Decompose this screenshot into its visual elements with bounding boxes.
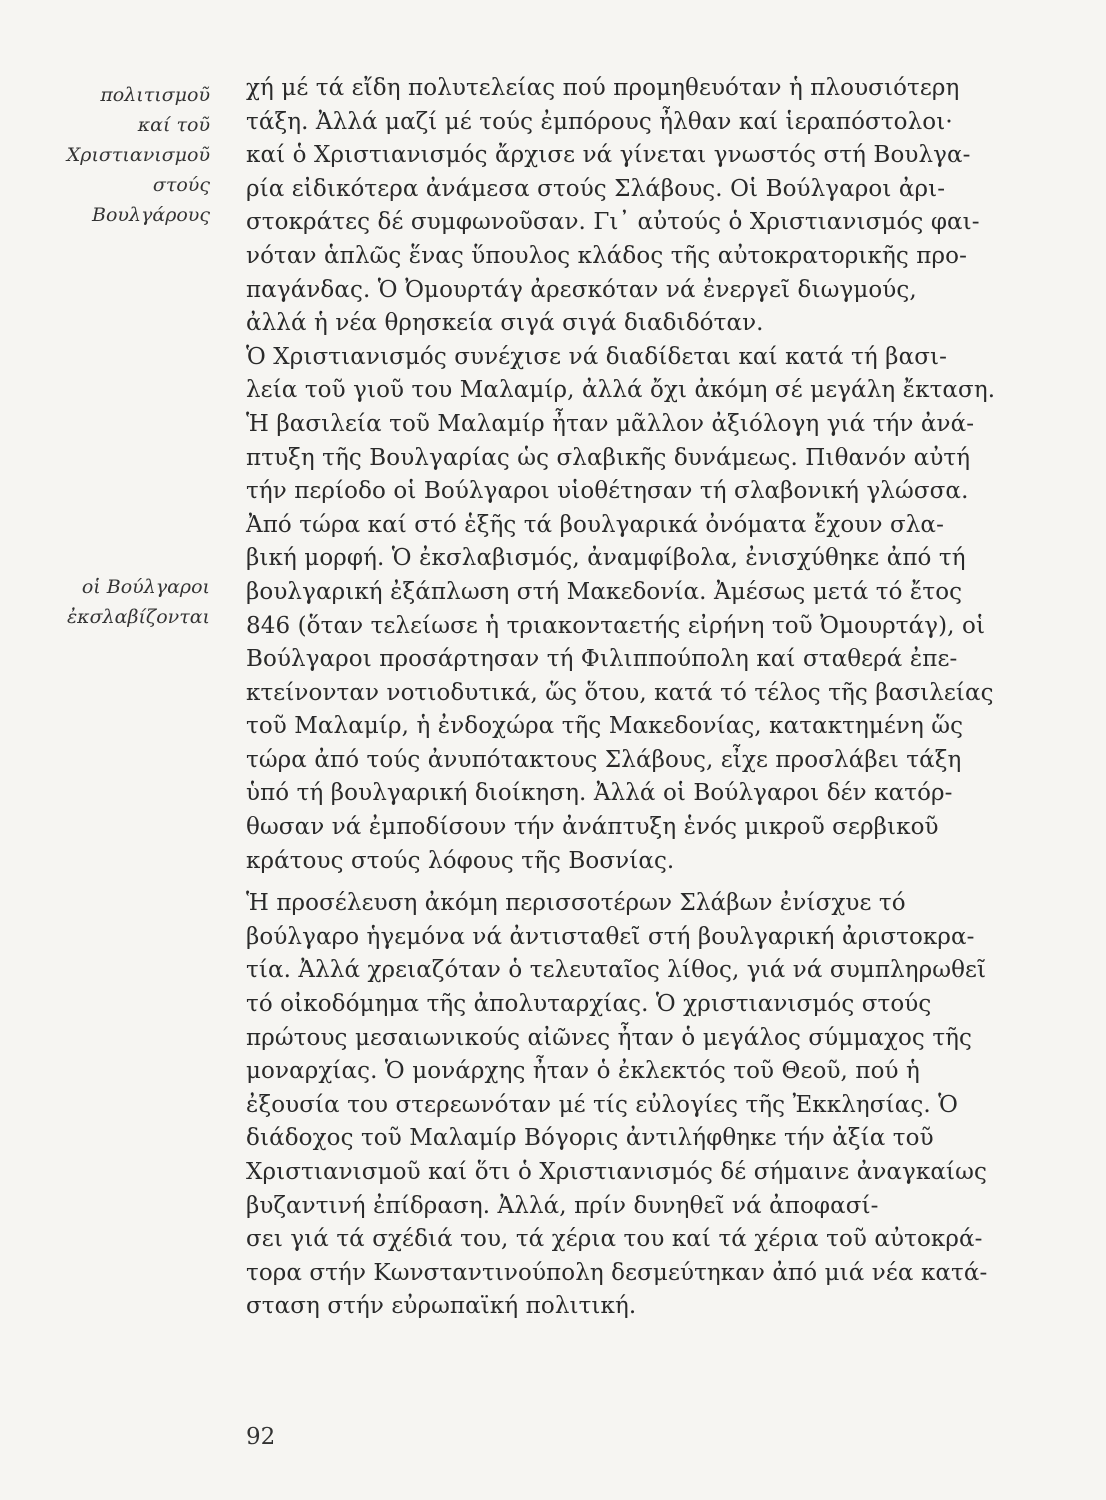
paragraph-3 [246,887,1030,1324]
page-number: 92 [246,1424,276,1450]
text-line: Ὁ Χριστιανισμός συνέχισε νά διαδίδεται καί κατά τή βασι- [246,343,947,370]
text-line: τάξη. Ἀλλά μαζί μέ τούς ἐμπόρους ἦλθαν καί ἱεραπόστολοι· [246,108,953,135]
text-line: τήν περίοδο οἱ Βούλγαροι υἱοθέτησαν τή σλαβονική γλώσσα. [246,478,969,505]
text-line: κτείνονταν νοτιοδυτικά, ὥς ὅτου, κατά τό τέλος τῆς βασιλείας [246,679,994,706]
text-line: σει γιά τά σχέδιά του, τά χέρια του καί τά χέρια τοῦ αὐτοκρά- [246,1226,983,1253]
text-line: καί ὁ Χριστιανισμός ἄρχισε νά γίνεται γνωστός στή Βουλγα- [246,142,971,169]
text-line: Ἡ βασιλεία τοῦ Μαλαμίρ ἦταν μᾶλλον ἀξιόλογη γιά τήν ἀνά- [246,410,975,437]
text-line: τία. Ἀλλά χρειαζόταν ὁ τελευταῖος λίθος, γιά νά συμπληρωθεῖ [246,957,987,984]
text-line: ἐξουσία του στερεωνόταν μέ τίς εὐλογίες τῆς Ἐκκλησίας. Ὁ [246,1091,959,1118]
text-line: Ἀπό τώρα καί στό ἑξῆς τά βουλγαρικά ὀνόματα ἔχουν σλα- [246,511,944,538]
text-line: διάδοχος τοῦ Μαλαμίρ Βόγορις ἀντιλήφθηκε τήν ἀξία τοῦ [246,1125,934,1152]
main-text [246,72,1030,1324]
margin-note-line: ἐκσλαβίζονται [66,606,210,628]
text-line: νόταν ἁπλῶς ἕνας ὕπουλος κλάδος τῆς αὐτοκρατορικῆς προ- [246,242,967,269]
text-line: κράτους στούς λόφους τῆς Βοσνίας. [246,847,675,874]
text-line: θωσαν νά ἐμποδίσουν τήν ἀνάπτυξη ἑνός μικροῦ σερβικοῦ [246,814,939,841]
margin-note-line: οἱ Βούλγαροι [81,576,210,598]
text-line: σταση στήν εὐρωπαϊκή πολιτική. [246,1293,637,1320]
text-line: πρώτους μεσαιωνικούς αἰῶνες ἦταν ὁ μεγάλος σύμμαχος τῆς [246,1024,973,1051]
paragraph-1 [246,72,1030,341]
text-line: βυζαντινή ἐπίδραση. Ἀλλά, πρίν δυνηθεῖ νά ἀποφασί- [246,1192,879,1219]
text-line: ὑπό τή βουλγαρική διοίκηση. Ἀλλά οἱ Βούλγαροι δέν κατόρ- [246,780,953,807]
text-line: ρία εἰδικότερα ἀνάμεσα στούς Σλάβους. Οἱ Βούλγαροι ἀρι- [246,175,946,202]
text-line: τώρα ἀπό τούς ἀνυπότακτους Σλάβους, εἶχε προσλάβει τάξη [246,746,962,773]
text-line: μοναρχίας. Ὁ μονάρχης ἦταν ὁ ἐκλεκτός τοῦ Θεοῦ, πού ἡ [246,1058,920,1085]
text-line: βική μορφή. Ὁ ἐκσλαβισμός, ἀναμφίβολα, ἐνισχύθηκε ἀπό τή [246,545,966,572]
text-line: στοκράτες δέ συμφωνοῦσαν. Γι᾽ αὐτούς ὁ Χριστιανισμός φαι- [246,209,980,236]
text-line: τορα στήν Κωνσταντινούπολη δεσμεύτηκαν ἀπό μιά νέα κατά- [246,1259,988,1286]
text-line: τοῦ Μαλαμίρ, ἡ ἐνδοχώρα τῆς Μακεδονίας, κατακτημένη ὥς [246,713,964,740]
text-line: Βούλγαροι προσάρτησαν τή Φιλιππούπολη καί σταθερά ἐπε- [246,646,958,673]
text-line: λεία τοῦ γιοῦ του Μαλαμίρ, ἀλλά ὄχι ἀκόμη σέ μεγάλη ἔκταση. [246,377,996,404]
margin-note-christianity [5,80,210,230]
margin-note-line: Βουλγάρους [92,204,210,226]
text-line: πτυξη τῆς Βουλγαρίας ὡς σλαβικῆς δυνάμεως. Πιθανόν αὐτή [246,444,971,471]
text-line: παγάνδας. Ὁ Ὀμουρτάγ ἀρεσκόταν νά ἐνεργεῖ διωγμούς, [246,276,917,303]
text-line: βούλγαρο ἡγεμόνα νά ἀντισταθεῖ στή βουλγαρική ἀριστοκρα- [246,923,975,950]
margin-note-line: πολιτισμοῦ [100,84,210,106]
margin-notes [0,0,210,1500]
text-line: χή μέ τά εἴδη πολυτελείας πού προμηθευόταν ἡ πλουσιότερη [246,75,960,101]
text-line: τό οἰκοδόμημα τῆς ἀπολυταρχίας. Ὁ χριστιανισμός στούς [246,991,932,1018]
text-line: Ἡ προσέλευση ἀκόμη περισσοτέρων Σλάβων ἐνίσχυε τό [246,890,906,917]
paragraph-2 [246,341,1030,879]
text-line: Χριστιανισμοῦ καί ὅτι ὁ Χριστιανισμός δέ σήμαινε ἀναγκαίως [246,1159,987,1185]
margin-note-line: καί τοῦ [137,114,210,136]
margin-note-line: στούς [152,174,210,196]
text-line: 846 (ὅταν τελείωσε ἡ τριακονταετής εἰρήνη τοῦ Ὀμουρτάγ), οἱ [246,612,986,639]
text-line: ἀλλά ἡ νέα θρησκεία σιγά σιγά διαδιδόταν. [246,310,764,337]
margin-note-line: Χριστιανισμοῦ [66,144,210,166]
text-line: βουλγαρική ἐξάπλωση στή Μακεδονία. Ἀμέσως μετά τό ἔτος [246,578,963,605]
margin-note-slavicization [5,572,210,632]
